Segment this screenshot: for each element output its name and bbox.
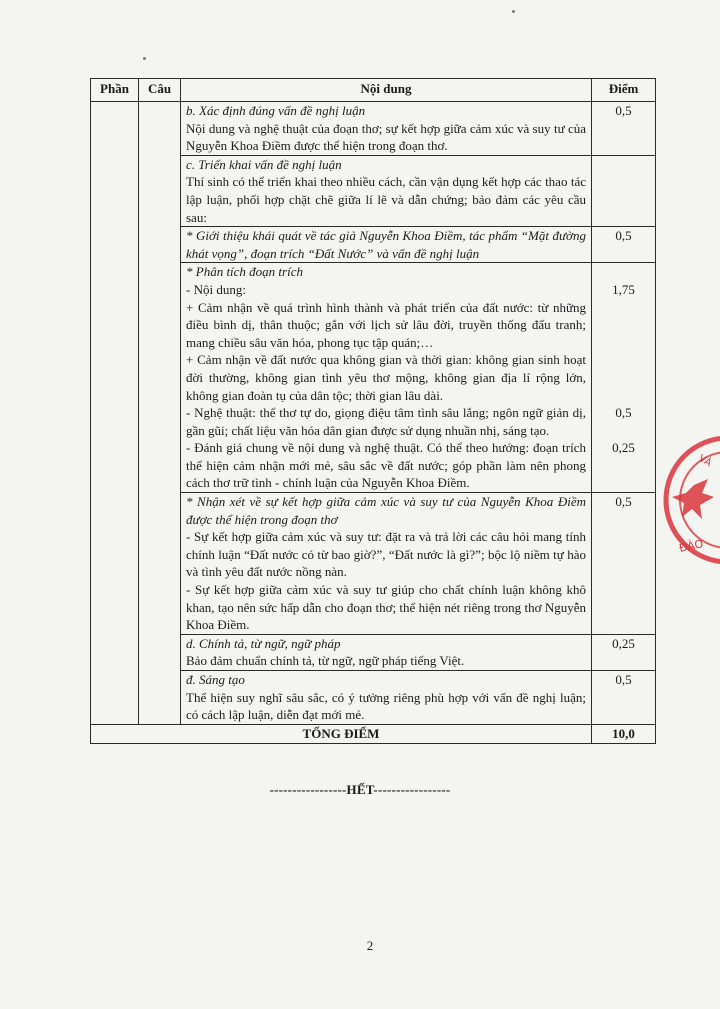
score-cell [592, 155, 656, 226]
grading-table [90, 78, 656, 744]
header-question: Câu [139, 79, 181, 102]
score-cell: 0,5 [592, 227, 656, 263]
section-text: Thí sinh có thể triển khai theo nhiều cách, cần vận dụng kết hợp các thao tác lập luận, phối hợp chặt chẽ giữa lí lẽ và dẫn chứng; bảo đảm các yêu cầu sau: [186, 174, 586, 225]
section-text: Bảo đảm chuẩn chính tả, từ ngữ, ngữ pháp tiếng Việt. [186, 653, 465, 669]
score-cell [592, 263, 656, 493]
section-title: đ. Sáng tạo [186, 672, 245, 687]
section-title: * Phân tích đoạn trích [186, 264, 303, 280]
section-text: + Cảm nhận về quá trình hình thành và phát triển của đất nước: từ những điều bình dị, thân thuộc; gắn với lịch sử lâu đời, truyền thống đấu tranh; mang chiều sâu văn hóa, phong tục tập quán;… [186, 299, 586, 350]
scan-speck [143, 57, 146, 60]
section-text: - Sự kết hợp giữa cảm xúc và suy tư giúp cho chất chính luận không khô khan, tạo nên sức hấp dẫn cho đoạn thơ; thể hiện nét riêng trong thơ Nguyễn Khoa Điềm. [186, 582, 586, 633]
scan-speck [512, 10, 515, 13]
section-text: Thể hiện suy nghĩ sâu sắc, có ý tưởng riêng phù hợp với vấn đề nghị luận; có cách lập luận, diễn đạt mới mẻ. [186, 689, 586, 723]
score-cell: 0,5 [592, 493, 656, 635]
total-score: 10,0 [592, 724, 656, 743]
total-row [91, 724, 656, 743]
section-title: b. Xác định đúng vấn đề nghị luận [186, 103, 366, 118]
section-text: - Nội dung: [186, 281, 246, 297]
section-intro [181, 227, 592, 263]
page-number: 2 [366, 938, 374, 953]
header-score: Điểm [592, 79, 656, 102]
section-text: - Nghệ thuật: thể thơ tự do, giọng điệu tâm tình sâu lắng; ngôn ngữ giản dị, gần gũi; chất liệu văn hóa dân gian được sử dụng nhuần nhị, sáng tạo. [186, 405, 586, 438]
score-cell: 0,25 [592, 634, 656, 670]
red-stamp [650, 430, 720, 570]
score-content: 1,75 [612, 281, 635, 297]
section-c [181, 155, 592, 226]
section-text: - Đánh giá chung về nội dung và nghệ thuật. Có thể theo hướng: đoạn trích thể hiện cảm nhận mới mẻ, sâu sắc về đất nước; góp phần làm nên phong cách thơ trữ tình - chính luận của Nguyễn Khoa Điềm. [186, 440, 586, 491]
section-text: Nội dung và nghệ thuật của đoạn thơ; sự kết hợp giữa cảm xúc và suy tư của Nguyễn Khoa Điềm được thể hiện trong đoạn thơ. [186, 120, 586, 154]
section-title: * Nhận xét về sự kết hợp giữa cảm xúc và suy tư của Nguyễn Khoa Điềm được thể hiện trong đoạn thơ [186, 494, 586, 527]
section-title: c. Triển khai vấn đề nghị luận [186, 156, 342, 172]
section-combination [181, 493, 592, 635]
section-text: + Cảm nhận về đất nước qua không gian và thời gian: không gian sinh hoạt đời thường, không gian tình yêu thơ mộng, không gian địa lí rộng lớn, không gian đoàn tụ của dân tộc; thời gian lâu dài. [186, 352, 586, 403]
score-cell: 0,5 [592, 102, 656, 156]
score-cell: 0,5 [592, 671, 656, 725]
score-art: 0,5 [615, 405, 632, 421]
end-marker: -----------------HẾT----------------- [269, 782, 451, 797]
table-header-row [91, 79, 656, 102]
svg-text:ĐÀO: ĐÀO [677, 537, 705, 555]
header-part: Phần [91, 79, 139, 102]
section-analysis [181, 263, 592, 493]
section-title: d. Chính tả, từ ngữ, ngữ pháp [186, 635, 341, 651]
header-content: Nội dung [181, 79, 592, 102]
section-creativity [181, 671, 592, 725]
section-b [181, 102, 592, 156]
section-d [181, 634, 592, 670]
score-overall: 0,25 [612, 440, 635, 456]
part-cell [91, 102, 139, 725]
total-label: TỔNG ĐIỂM [91, 724, 592, 743]
section-text: - Sự kết hợp giữa cảm xúc và suy tư: đặt ra và trả lời các câu hỏi mang tính chính luận “Đất nước có từ bao giờ?”, “Đất nước là gì?”; bộc lộ niềm tự hào và tình yêu đất nước nồng nàn. [186, 529, 586, 580]
question-cell [139, 102, 181, 725]
svg-text:VÀ: VÀ [696, 453, 714, 470]
section-title: * Giới thiệu khái quát về tác giả Nguyễn Khoa Điềm, tác phẩm “Mặt đường khát vọng”, đoạn trích “Đất Nước” và vấn đề nghị luận [186, 228, 586, 261]
table-row [91, 102, 656, 156]
